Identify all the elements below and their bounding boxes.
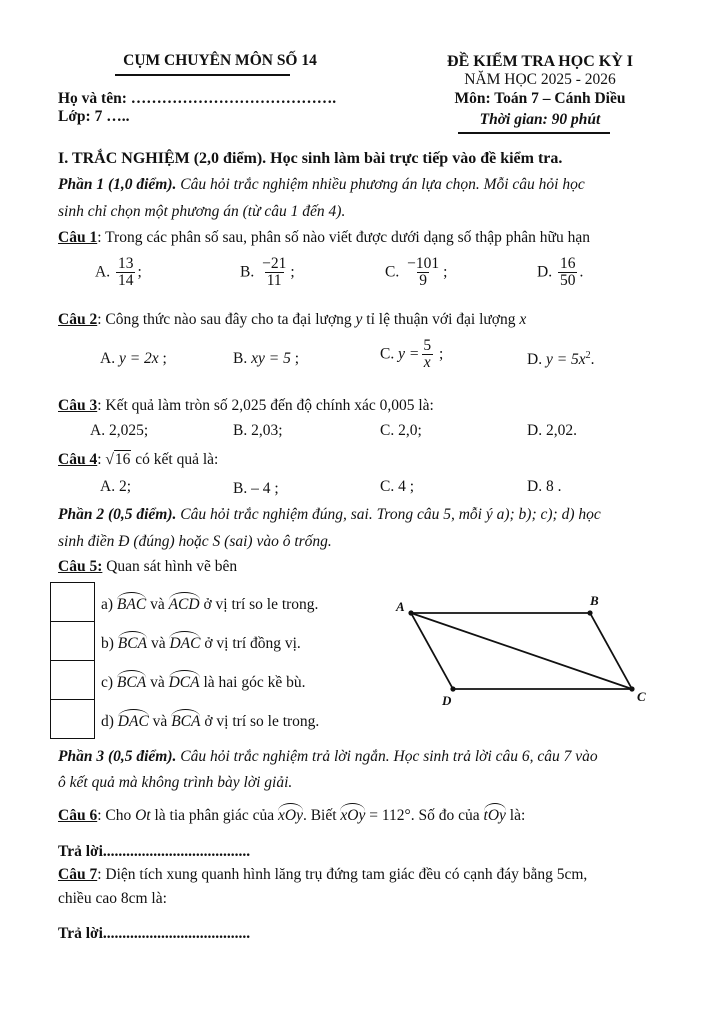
q4-option-b[interactable]: B. – 4 ; bbox=[233, 480, 279, 497]
section-title: I. TRẮC NGHIỆM (2,0 điểm). Học sinh làm bài trực tiếp vào đề kiểm tra. bbox=[58, 150, 563, 167]
diagonal-ac bbox=[411, 613, 632, 689]
q1-option-c[interactable]: C. $\frac{-101}{9}$ ; bbox=[385, 255, 448, 290]
angle: DAC bbox=[169, 635, 201, 652]
fraction: $\frac{5}{x}$ bbox=[423, 337, 432, 372]
q7-text-2: chiều cao 8cm là: bbox=[58, 890, 167, 907]
fraction: $\frac{-101}{9}$ bbox=[407, 255, 440, 290]
fraction: $\frac{16}{50}$ bbox=[559, 255, 576, 290]
label-b: B bbox=[590, 593, 599, 608]
q1-label: Câu 1 bbox=[58, 229, 98, 246]
q1-text: : Trong các phân số sau, phân số nào viết được dưới dạng số thập phân hữu hạn bbox=[97, 229, 590, 246]
q7-answer-field[interactable]: Trả lời...................................... bbox=[58, 925, 251, 942]
q4-option-d[interactable]: D. 8 . bbox=[527, 478, 562, 495]
q2-option-b[interactable] bbox=[233, 350, 299, 368]
angle: BCA bbox=[171, 713, 201, 730]
fraction: $\frac{13}{14}$ bbox=[117, 255, 134, 290]
part1-desc-1: Câu hỏi trắc nghiệm nhiều phương án lựa chọn. Mỗi câu hỏi học bbox=[176, 176, 585, 193]
q5-label: Câu 5: bbox=[58, 558, 103, 575]
expr: y = bbox=[398, 345, 420, 363]
part1-title: Phần 1 (1,0 điểm). bbox=[58, 176, 177, 193]
part2-desc-1: Câu hỏi trắc nghiệm đúng, sai. Trong câu 5, mỗi ý a); b); c); d) học bbox=[176, 506, 601, 523]
angle: DAC bbox=[117, 713, 149, 730]
student-name-field[interactable]: Họ và tên: …………………………………. bbox=[58, 90, 337, 107]
question-4 bbox=[58, 451, 218, 469]
q1-option-b[interactable]: B. $\frac{-21}{11}$ ; bbox=[240, 255, 295, 290]
school-year: NĂM HỌC 2025 - 2026 bbox=[464, 71, 616, 88]
point-b bbox=[587, 610, 592, 615]
q2-label: Câu 2 bbox=[58, 311, 98, 328]
q4-sep: : bbox=[97, 451, 106, 468]
option-letter: D. bbox=[527, 351, 543, 369]
angle: DCA bbox=[168, 674, 200, 691]
answer-box-b[interactable] bbox=[50, 621, 95, 661]
point-c bbox=[629, 686, 634, 691]
angle: BAC bbox=[116, 596, 147, 613]
q1-option-a[interactable]: A. $\frac{13}{14}$ ; bbox=[95, 255, 142, 290]
q5-item-c: c) BCA và DCA là hai góc kề bù. bbox=[101, 674, 306, 691]
var-y: y bbox=[355, 311, 363, 328]
subject: Môn: Toán 7 – Cánh Diều bbox=[454, 90, 626, 107]
option-letter: D. bbox=[537, 263, 553, 281]
option-letter: A. bbox=[100, 350, 116, 367]
q3-text: : Kết quả làm tròn số 2,025 đến độ chính xác 0,005 là: bbox=[97, 397, 434, 414]
q2-option-c[interactable] bbox=[380, 338, 443, 372]
part2-title: Phần 2 (0,5 điểm). bbox=[58, 506, 177, 523]
option-letter: C. bbox=[380, 345, 395, 363]
part3-desc-1: Câu hỏi trắc nghiệm trả lời ngắn. Học sinh trả lời câu 6, câu 7 vào bbox=[176, 748, 598, 765]
question-5 bbox=[58, 558, 237, 576]
q7-label: Câu 7 bbox=[58, 866, 98, 883]
label-c: C bbox=[637, 689, 646, 704]
expr: y = 5x bbox=[545, 351, 586, 369]
q3-option-b[interactable]: B. 2,03; bbox=[233, 422, 283, 439]
part1-intro bbox=[58, 176, 585, 194]
angle: xOy bbox=[340, 807, 366, 824]
part3-desc-2: ô kết quả mà không trình bày lời giải. bbox=[58, 774, 293, 791]
answer-box-c[interactable] bbox=[50, 660, 95, 700]
part2-desc-2: sinh điền Đ (đúng) hoặc S (sai) vào ô trống. bbox=[58, 533, 332, 550]
class-field[interactable]: Lớp: 7 ….. bbox=[58, 108, 130, 125]
question-1 bbox=[58, 229, 590, 247]
q3-label: Câu 3 bbox=[58, 397, 98, 414]
option-letter: A. bbox=[95, 263, 111, 281]
q2-text-b: tỉ lệ thuận với đại lượng bbox=[362, 311, 520, 328]
angle: xOy bbox=[278, 807, 303, 824]
q1-option-d[interactable]: D. $\frac{16}{50}$ . bbox=[537, 255, 584, 290]
q6-answer-field[interactable]: Trả lời...................................... bbox=[58, 843, 251, 860]
end: ; bbox=[158, 350, 167, 367]
part3-intro bbox=[58, 748, 598, 766]
q4-text: có kết quả là: bbox=[131, 451, 219, 468]
end: . bbox=[590, 351, 595, 369]
option-letter: B. bbox=[233, 350, 248, 367]
q4-label: Câu 4 bbox=[58, 451, 98, 468]
cluster-underline bbox=[115, 74, 290, 76]
q2-text-a: : Công thức nào sau đây cho ta đại lượng bbox=[97, 311, 356, 328]
point-d bbox=[450, 686, 455, 691]
part1-desc-2: sinh chỉ chọn một phương án (từ câu 1 đến 4). bbox=[58, 203, 346, 220]
option-letter: B. bbox=[240, 263, 255, 281]
q6-label: Câu 6 bbox=[58, 807, 98, 824]
exponent: 2 bbox=[585, 350, 591, 361]
q5-text: Quan sát hình vẽ bên bbox=[102, 558, 238, 575]
point-a bbox=[408, 610, 413, 615]
label-a: A bbox=[396, 599, 405, 614]
question-6: Câu 6: Cho Ot là tia phân giác của xOy. Biết xOy = 112°. Số đo của tOy là: bbox=[58, 807, 526, 824]
q5-item-d: d) DAC và BCA ở vị trí so le trong. bbox=[101, 713, 320, 730]
duration: Thời gian: 90 phút bbox=[479, 111, 601, 128]
q4-option-c[interactable]: C. 4 ; bbox=[380, 478, 415, 495]
q2-option-a[interactable] bbox=[100, 350, 167, 368]
var-x: x bbox=[519, 311, 527, 328]
angle: BCA bbox=[117, 635, 148, 652]
cluster-name: CỤM CHUYÊN MÔN SỐ 14 bbox=[123, 52, 317, 69]
q2-option-d[interactable] bbox=[527, 350, 595, 369]
q3-option-a[interactable]: A. 2,025; bbox=[90, 422, 149, 439]
sqrt-symbol: √16 bbox=[105, 451, 131, 468]
exam-title: ĐỀ KIỂM TRA HỌC KỲ I bbox=[447, 53, 633, 70]
end: ; bbox=[290, 350, 299, 367]
duration-underline bbox=[458, 132, 610, 134]
angle: ACD bbox=[168, 596, 200, 613]
expr: y = 2x bbox=[118, 350, 159, 367]
q5-item-b: b) BCA và DAC ở vị trí đồng vị. bbox=[101, 635, 301, 652]
q3-option-c[interactable]: C. 2,0; bbox=[380, 422, 422, 439]
ray-ot: Ot bbox=[135, 807, 151, 824]
expr: xy = 5 bbox=[251, 350, 291, 367]
part3-title: Phần 3 (0,5 điểm). bbox=[58, 748, 177, 765]
q3-option-d[interactable]: D. 2,02. bbox=[527, 422, 577, 439]
angle: tOy bbox=[483, 807, 506, 824]
angle: BCA bbox=[116, 674, 147, 691]
q4-option-a[interactable]: A. 2; bbox=[100, 478, 131, 495]
radicand: 16 bbox=[114, 451, 131, 468]
option-letter: C. bbox=[385, 263, 400, 281]
question-2 bbox=[58, 311, 526, 329]
answer-box-a[interactable] bbox=[50, 582, 95, 622]
q5-item-a: a) BAC và ACD ở vị trí so le trong. bbox=[101, 596, 319, 613]
q7-text-1: : Diện tích xung quanh hình lăng trụ đứng tam giác đều có cạnh đáy bằng 5cm, bbox=[97, 866, 588, 883]
question-7 bbox=[58, 866, 587, 884]
fraction: $\frac{-21}{11}$ bbox=[262, 255, 287, 290]
part2-intro bbox=[58, 506, 601, 524]
answer-box-d[interactable] bbox=[50, 699, 95, 739]
end: ; bbox=[435, 345, 444, 363]
label-d: D bbox=[442, 693, 452, 708]
parallelogram-figure bbox=[380, 590, 670, 710]
question-3 bbox=[58, 397, 434, 415]
